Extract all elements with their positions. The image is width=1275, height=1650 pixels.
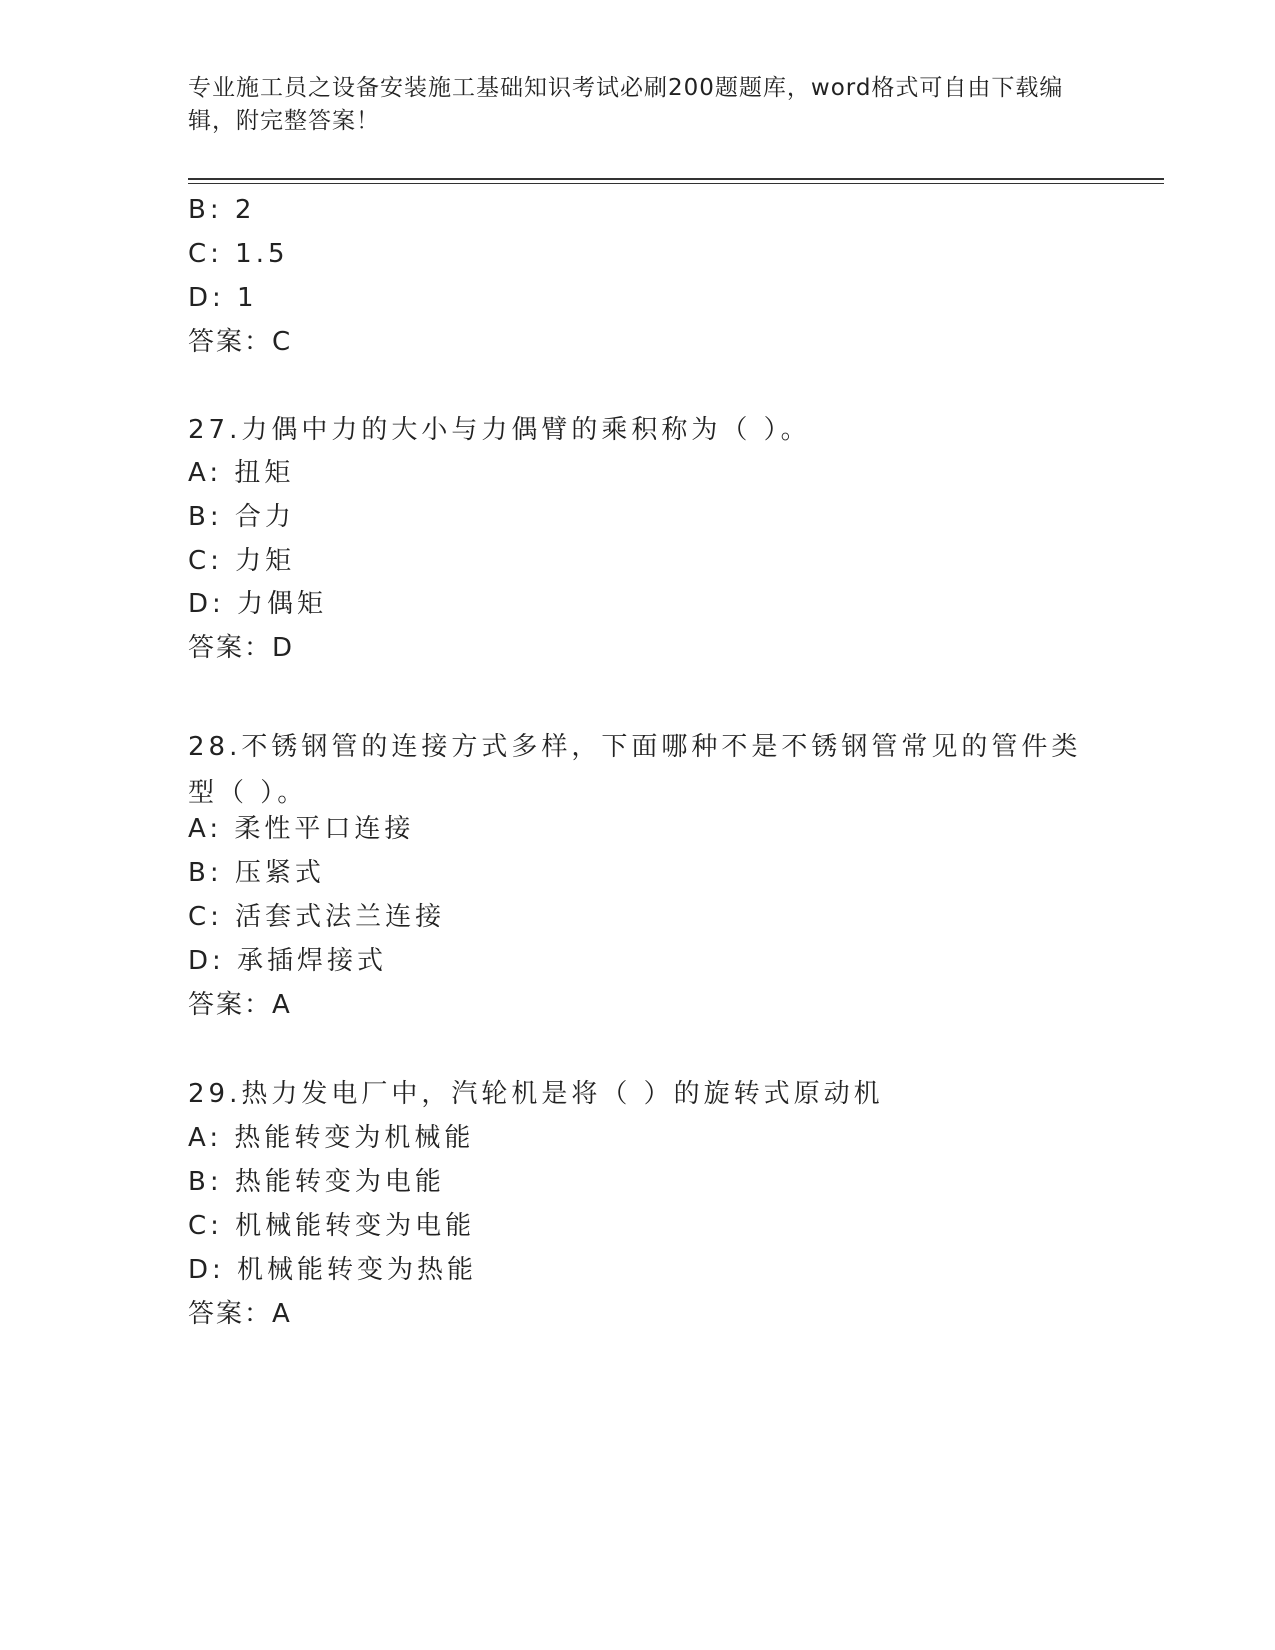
option-a: A: 柔性平口连接 — [188, 814, 415, 844]
option-d: D: 力偶矩 — [188, 589, 328, 619]
option-d: D: 机械能转变为热能 — [188, 1255, 478, 1285]
option-c: C: 机械能转变为电能 — [188, 1211, 476, 1241]
question-29: 29.热力发电厂中，汽轮机是将（ ）的旋转式原动机 — [188, 1079, 884, 1109]
document-header: 专业施工员之设备安装施工基础知识考试必刷200题题库，word格式可自由下载编辑，附完整答案！ — [188, 75, 1064, 134]
option-c: C: 力矩 — [188, 546, 296, 576]
option-b: B: 热能转变为电能 — [188, 1167, 445, 1197]
option-d: D: 承插焊接式 — [188, 946, 388, 976]
option-c: C: 1.5 — [188, 239, 289, 269]
header-divider — [188, 178, 1164, 180]
answer: 答案：D — [188, 633, 295, 663]
option-b: B: 合力 — [188, 502, 295, 532]
option-c: C: 活套式法兰连接 — [188, 902, 446, 932]
header-divider-thin — [188, 183, 1164, 184]
option-b: B: 2 — [188, 195, 256, 225]
option-d: D: 1 — [188, 283, 258, 313]
answer: 答案：A — [188, 1299, 292, 1329]
option-a: A: 扭矩 — [188, 458, 295, 488]
answer: 答案：A — [188, 990, 292, 1020]
question-27: 27.力偶中力的大小与力偶臂的乘积称为（ ）。 — [188, 415, 811, 445]
option-b: B: 压紧式 — [188, 858, 325, 888]
question-28: 28.不锈钢管的连接方式多样，下面哪种不是不锈钢管常见的管件类型（ ）。 — [188, 732, 1082, 808]
answer: 答案：C — [188, 327, 293, 357]
option-a: A: 热能转变为机械能 — [188, 1123, 475, 1153]
